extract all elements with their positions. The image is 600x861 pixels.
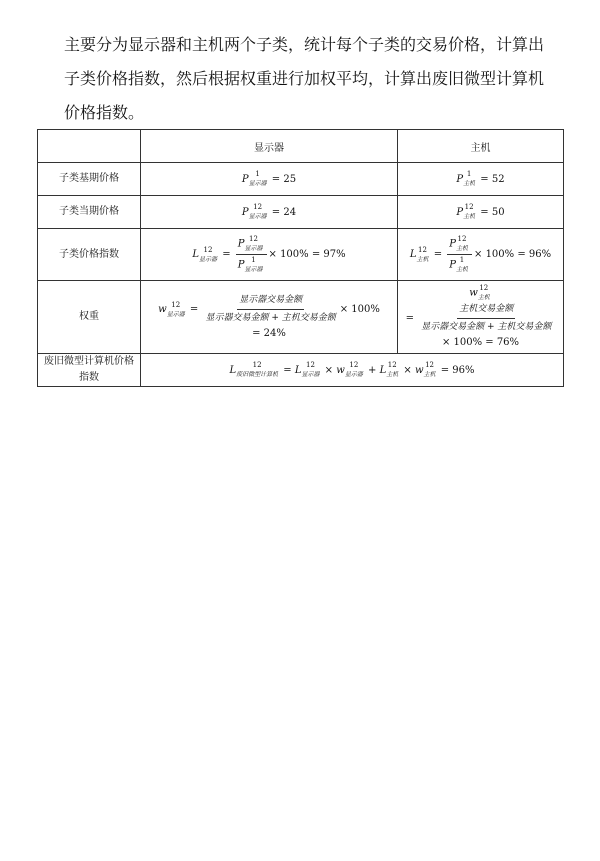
row-label-current-price: 子类当期价格: [38, 196, 141, 229]
header-empty-cell: [38, 130, 141, 163]
cell-host-price-index: L 12 主机 = P 12 主机 P 1 主机 × 100% = 96%: [398, 229, 564, 281]
intro-paragraph: 主要分为显示器和主机两个子类，统计每个子类的交易价格，计算出子类价格指数，然后根据权重进行加权平均，计算出废旧微型计算机价格指数。: [64, 35, 545, 122]
row-label-weight: 权重: [38, 281, 141, 354]
row-label-base-price: 子类基期价格: [38, 163, 141, 196]
table-header-row: [38, 130, 564, 163]
cell-host-current-price: P 12 主机 = 50: [398, 196, 564, 229]
table-row: [38, 354, 564, 387]
fraction: $\frac{\text{显示器交易金额}}{\text{显示器交易金额 + 主机交易金额}}$: [205, 295, 336, 323]
fraction: P 12 主机 P 1 主机: [447, 235, 472, 274]
price-index-table: [37, 129, 564, 387]
cell-waste-index-formula: L 12 废旧微型计算机 = L 12 显示器 × w 12 显示器 + L 12 主机 × w 12 主机 = 96%: [141, 354, 564, 387]
header-host: 主机: [398, 130, 564, 163]
cell-monitor-price-index: L 12 显示器 = P 12 显示器 P 1 显示器 × 100% = 97%: [141, 229, 398, 281]
cell-host-weight: w 12 主机 = $\frac{\text{主机交易金额}}{\text{显示器交易金额 + 主机交易金额}}$ × 100% = 76%: [398, 281, 564, 354]
fraction: P 12 显示器 P 1 显示器: [236, 235, 267, 274]
header-monitor: 显示器: [141, 130, 398, 163]
cell-monitor-weight: w 12 显示器 = $\frac{\text{显示器交易金额}}{\text{显示器交易金额 + 主机交易金额}}$ × 100% = 24%: [141, 281, 398, 354]
table-row: [38, 163, 564, 196]
table-row: [38, 281, 564, 354]
cell-host-base-price: P 1 主机 = 52: [398, 163, 564, 196]
row-label-price-index: 子类价格指数: [38, 229, 141, 281]
table-row: [38, 229, 564, 281]
row-label-waste-index: 废旧微型计算机价格指数: [38, 354, 141, 387]
table-row: [38, 196, 564, 229]
fraction: $\frac{\text{主机交易金额}}{\text{显示器交易金额 + 主机交易金额}}$: [421, 304, 552, 332]
cell-monitor-current-price: P 12 显示器 = 24: [141, 196, 398, 229]
cell-monitor-base-price: P 1 显示器 = 25: [141, 163, 398, 196]
